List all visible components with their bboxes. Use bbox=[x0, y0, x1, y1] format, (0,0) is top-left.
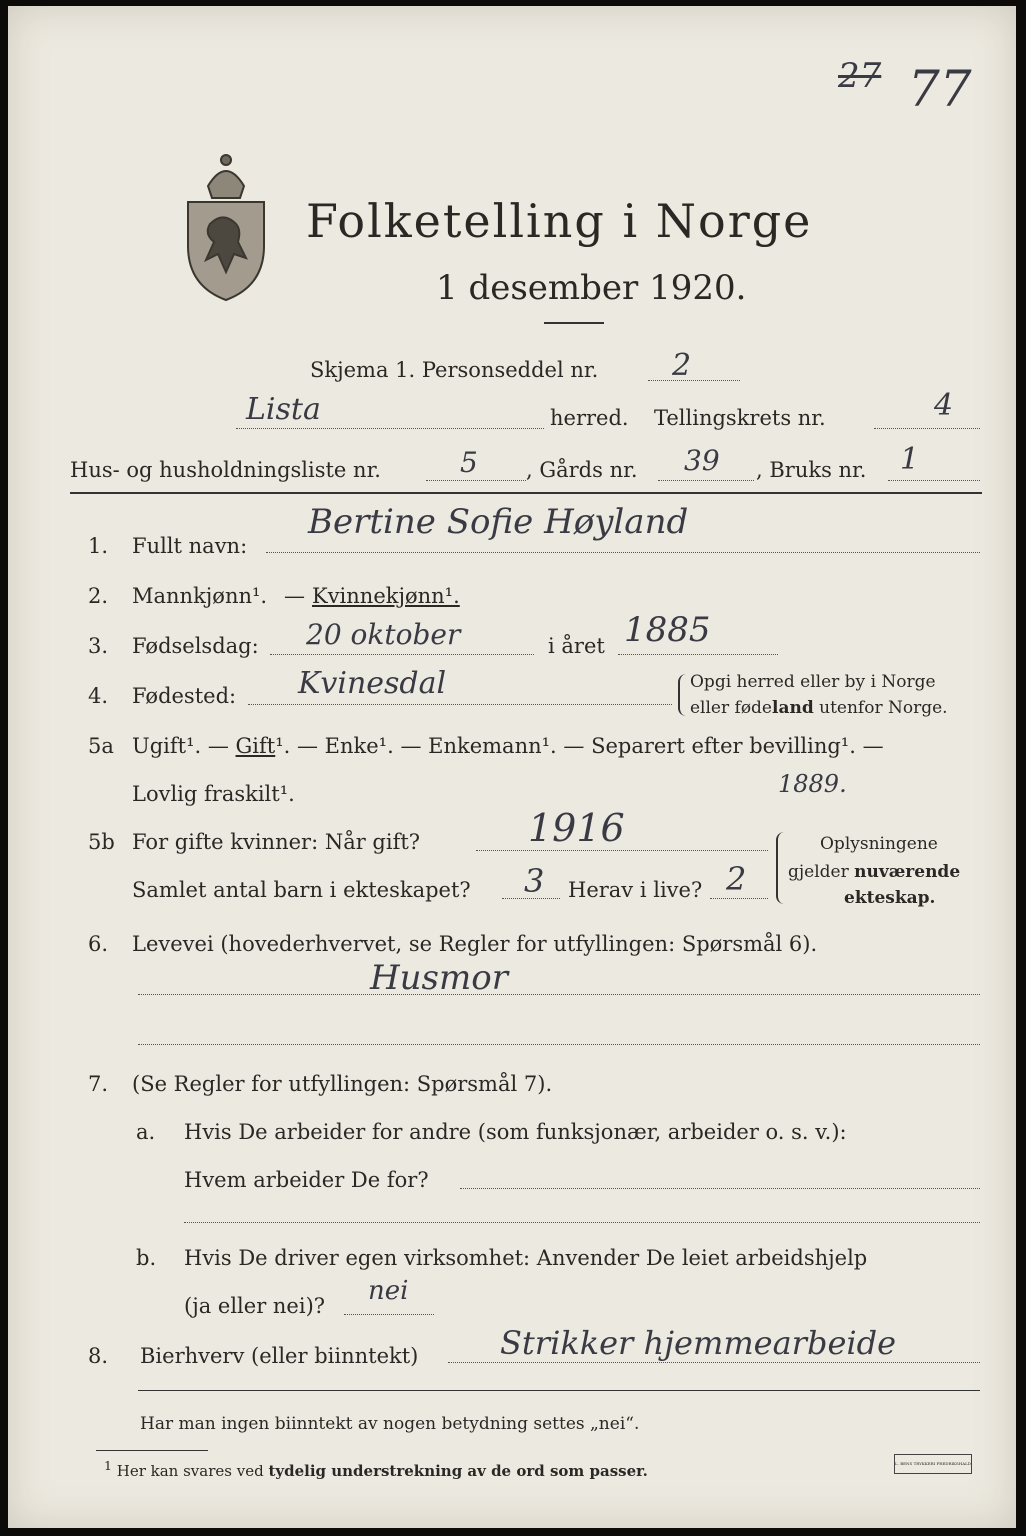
footnote-text-b: tydelig understrekning av de ord som passer. bbox=[268, 1462, 648, 1480]
q5b-note2-a: gjelder bbox=[788, 862, 855, 882]
q4-line bbox=[248, 704, 672, 705]
personseddel-value[interactable]: 2 bbox=[672, 348, 692, 383]
household-list-line bbox=[426, 480, 526, 481]
coat-of-arms-icon bbox=[178, 146, 274, 306]
q5b-line1 bbox=[476, 850, 768, 851]
q6-line1 bbox=[138, 994, 980, 995]
q8-divider bbox=[138, 1390, 980, 1391]
q3-value[interactable]: 20 oktober bbox=[306, 618, 461, 651]
q4-note-line1: Opgi herred eller by i Norge bbox=[690, 672, 936, 692]
q5b-note3: ekteskap. bbox=[844, 888, 936, 908]
q7b-value[interactable]: nei bbox=[368, 1276, 409, 1306]
header-divider bbox=[70, 492, 982, 494]
q5b-value1[interactable]: 1916 bbox=[528, 806, 625, 850]
q6-value[interactable]: Husmor bbox=[370, 958, 508, 998]
q5a-number: 5a bbox=[88, 734, 114, 758]
q7b-label: Hvis De driver egen virksomhet: Anvender De leiet arbeidshjelp bbox=[184, 1246, 868, 1270]
q3-year-label: i året bbox=[548, 634, 605, 658]
q4-value[interactable]: Kvinesdal bbox=[298, 666, 447, 701]
footnote-number: 1 bbox=[104, 1458, 112, 1473]
gards-label: , Gårds nr. bbox=[526, 458, 638, 482]
q5b-note2-b: nuværende bbox=[854, 862, 961, 882]
form-title: Folketelling i Norge bbox=[306, 194, 813, 248]
q4-number: 4. bbox=[88, 684, 109, 708]
q5b-value3[interactable]: 2 bbox=[726, 860, 747, 898]
q5b-label3: Herav i live? bbox=[568, 878, 703, 902]
q8-number: 8. bbox=[88, 1344, 109, 1368]
q7-number: 7. bbox=[88, 1072, 109, 1096]
printer-stamp: L. BENS TRYKKERI FREDRIKSHALD bbox=[894, 1454, 972, 1474]
q5b-note2 bbox=[788, 862, 960, 882]
personseddel-line bbox=[648, 380, 740, 381]
title-divider bbox=[544, 322, 604, 324]
q4-note2-c: utenfor Norge. bbox=[813, 698, 948, 718]
q6-label: Levevei (hovederhvervet, se Regler for utfyllingen: Spørsmål 6). bbox=[132, 932, 818, 956]
q8-label: Bierhverv (eller biinntekt) bbox=[140, 1344, 419, 1368]
tellingskrets-line bbox=[874, 428, 980, 429]
q5b-note1: Oplysningene bbox=[820, 834, 938, 854]
q7a-line2 bbox=[184, 1222, 980, 1223]
q5b-value2[interactable]: 3 bbox=[524, 862, 545, 900]
q4-label: Fødested: bbox=[132, 684, 237, 708]
bruks-label: , Bruks nr. bbox=[756, 458, 867, 482]
footnote bbox=[104, 1458, 648, 1480]
gards-line bbox=[658, 480, 754, 481]
gards-value[interactable]: 39 bbox=[684, 444, 720, 477]
household-list-value[interactable]: 5 bbox=[460, 446, 478, 479]
q1-label: Fullt navn: bbox=[132, 534, 248, 558]
q1-number: 1. bbox=[88, 534, 109, 558]
q2-number: 2. bbox=[88, 584, 109, 608]
q3-year-line bbox=[618, 654, 778, 655]
q5a-ugift[interactable]: Ugift¹. — bbox=[132, 734, 229, 758]
archive-number: 77 bbox=[908, 60, 972, 118]
q5b-number: 5b bbox=[88, 830, 115, 854]
q2-male[interactable]: Mannkjønn¹. bbox=[132, 584, 268, 608]
q4-note2-a: eller føde bbox=[690, 698, 772, 718]
q6-line2 bbox=[138, 1044, 980, 1045]
q1-line bbox=[266, 552, 980, 553]
form-date: 1 desember 1920. bbox=[436, 268, 747, 308]
q3-year-value[interactable]: 1885 bbox=[624, 610, 711, 650]
q8-line bbox=[448, 1362, 980, 1363]
bruks-value[interactable]: 1 bbox=[900, 442, 920, 477]
q3-number: 3. bbox=[88, 634, 109, 658]
herred-label: herred. bbox=[550, 406, 629, 430]
q4-note-line2 bbox=[690, 698, 948, 718]
schema-label: Skjema 1. Personseddel nr. bbox=[310, 358, 599, 382]
q7a-sub-label: Hvem arbeider De for? bbox=[184, 1168, 429, 1192]
q5b-line3 bbox=[710, 898, 768, 899]
bruks-line bbox=[888, 480, 980, 481]
q4-brace bbox=[678, 674, 686, 716]
q7b-sub-label: (ja eller nei)? bbox=[184, 1294, 326, 1318]
herred-line bbox=[236, 428, 544, 429]
q4-note2-b: land bbox=[772, 698, 814, 718]
q7a-line1 bbox=[460, 1188, 980, 1189]
q5a-annotation: 1889. bbox=[778, 770, 847, 798]
q7a-label: Hvis De arbeider for andre (som funksjonær, arbeider o. s. v.): bbox=[184, 1120, 847, 1144]
q7b-line bbox=[344, 1314, 434, 1315]
footnote-text-a: Her kan svares ved bbox=[116, 1462, 269, 1480]
q6-number: 6. bbox=[88, 932, 109, 956]
q7b-number: b. bbox=[136, 1246, 157, 1270]
q2-female[interactable]: Kvinnekjønn¹. bbox=[312, 584, 460, 608]
q5b-brace bbox=[776, 832, 784, 904]
q3-line bbox=[270, 654, 534, 655]
q7-label: (Se Regler for utfyllingen: Spørsmål 7). bbox=[132, 1072, 553, 1096]
footer-note: Har man ingen biinntekt av nogen betydning settes „nei“. bbox=[140, 1414, 640, 1434]
q1-value[interactable]: Bertine Sofie Høyland bbox=[308, 502, 689, 542]
archive-number-struck: 27 bbox=[838, 56, 882, 96]
q5a-other-options[interactable]: ¹. — Enke¹. — Enkemann¹. — Separert efter bevilling¹. — bbox=[275, 734, 884, 758]
q5b-label1: For gifte kvinner: Når gift? bbox=[132, 830, 421, 854]
footnote-divider bbox=[96, 1450, 208, 1451]
q8-value[interactable]: Strikker hjemmearbeide bbox=[500, 1324, 897, 1362]
q7a-number: a. bbox=[136, 1120, 156, 1144]
household-list-label: Hus- og husholdningsliste nr. bbox=[70, 458, 381, 482]
q5a-options bbox=[132, 734, 884, 758]
tellingskrets-value[interactable]: 4 bbox=[934, 388, 954, 423]
q2-separator: — bbox=[284, 584, 305, 608]
herred-value[interactable]: Lista bbox=[246, 392, 321, 427]
tellingskrets-label: Tellingskrets nr. bbox=[654, 406, 826, 430]
q5a-line2[interactable]: Lovlig fraskilt¹. bbox=[132, 782, 295, 806]
q5a-gift[interactable]: Gift bbox=[235, 734, 276, 758]
q3-label: Fødselsdag: bbox=[132, 634, 259, 658]
q5b-label2: Samlet antal barn i ekteskapet? bbox=[132, 878, 471, 902]
census-form bbox=[8, 6, 1016, 1528]
